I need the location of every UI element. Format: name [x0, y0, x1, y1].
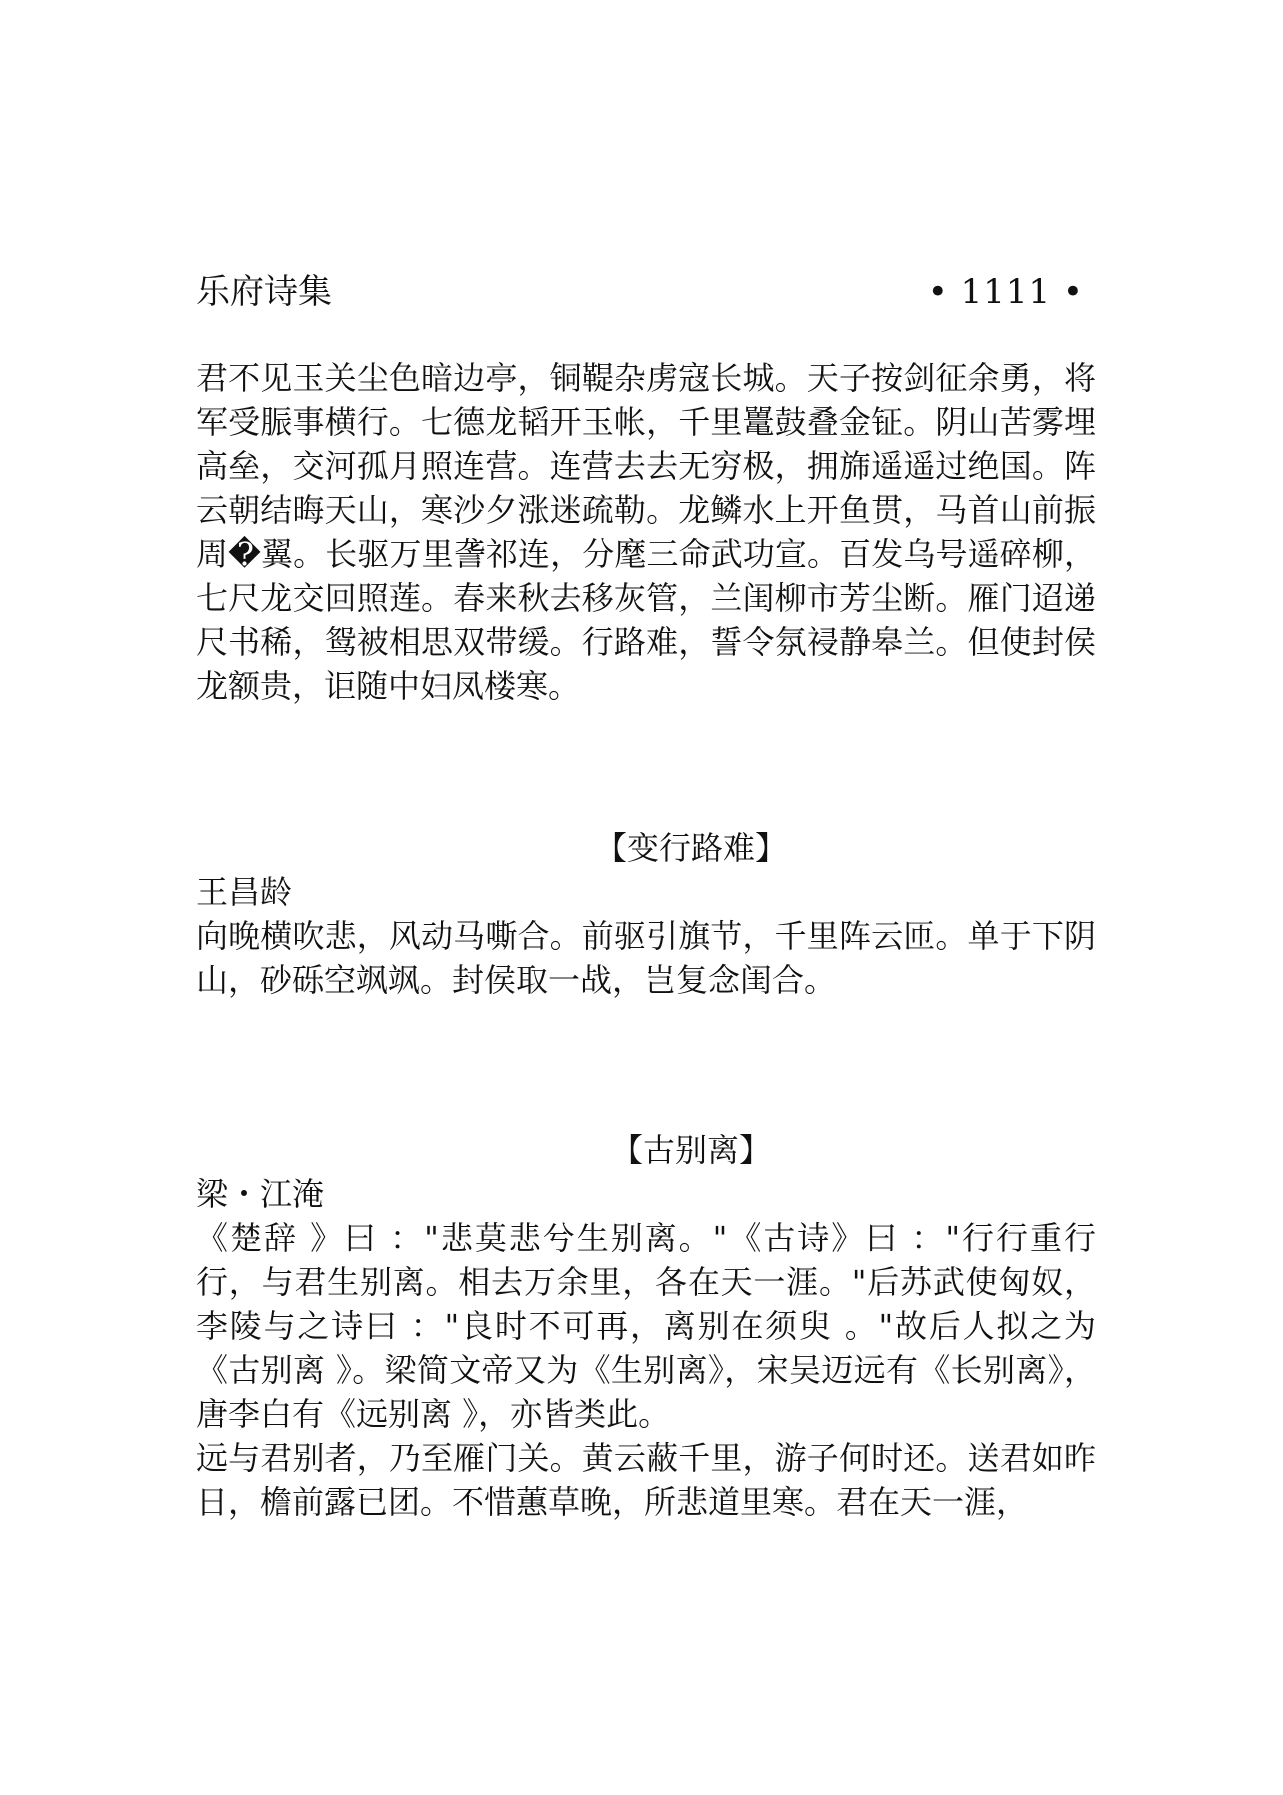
section-author: 梁・江淹 — [196, 1175, 325, 1213]
section-gu-bie-li — [196, 1128, 1096, 1524]
document-page — [196, 0, 1096, 1795]
book-title: 乐府诗集 — [196, 272, 332, 312]
section-bian-xing-lu-nan — [196, 826, 1096, 1002]
page-header — [196, 268, 1096, 316]
page-number: • 1111 • — [927, 272, 1084, 312]
section-preface: 《楚辞 》曰 ："悲莫悲兮生别离。"《古诗》曰 ："行行重行行，与君生别离。相去万余里，各在天一涯。"后苏武使匈奴，李陵与之诗曰 ："良时不可再，离别在须臾 。"故后人拟之为《古别离 》。梁简文帝又为《生别离》，宋吴迈远有《长别离》，唐李白有《远别离 》，亦皆类此。 — [196, 1219, 1096, 1433]
intro-poem-text: 君不见玉关尘色暗边亭，铜鞮杂虏寇长城。天子按剑征余勇，将军受脤事横行。七德龙韬开玉帐，千里鼍鼓叠金钲。阴山苦雾埋高垒，交河孤月照连营。连营去去无穷极，拥旆遥遥过绝国。阵云朝结晦天山，寒沙夕涨迷疏勒。龙鳞水上开鱼贯，马首山前振周�翼。长驱万里詟祁连，分麾三命武功宣。百发乌号遥碎柳，七尺龙交回照莲。春来秋去移灰管，兰闺柳市芳尘断。雁门迢递尺书稀，鸳被相思双带缓。行路难，誓令氛祲静皋兰。但使封侯龙额贵，讵随中妇凤楼寒。 — [196, 359, 1096, 705]
section-author: 王昌龄 — [196, 873, 293, 911]
intro-poem-block — [196, 356, 1096, 708]
section-title: 【变行路难】 — [594, 829, 787, 867]
section-title: 【古别离】 — [610, 1131, 771, 1169]
section-poem: 远与君别者，乃至雁门关。黄云蔽千里，游子何时还。送君如昨日，檐前露已团。不惜蕙草晚，所悲道里寒。君在天一涯， — [196, 1439, 1096, 1521]
section-poem: 向晚横吹悲，风动马嘶合。前驱引旗节，千里阵云匝。单于下阴山，砂砾空飒飒。封侯取一战，岂复念闺合。 — [196, 917, 1096, 999]
